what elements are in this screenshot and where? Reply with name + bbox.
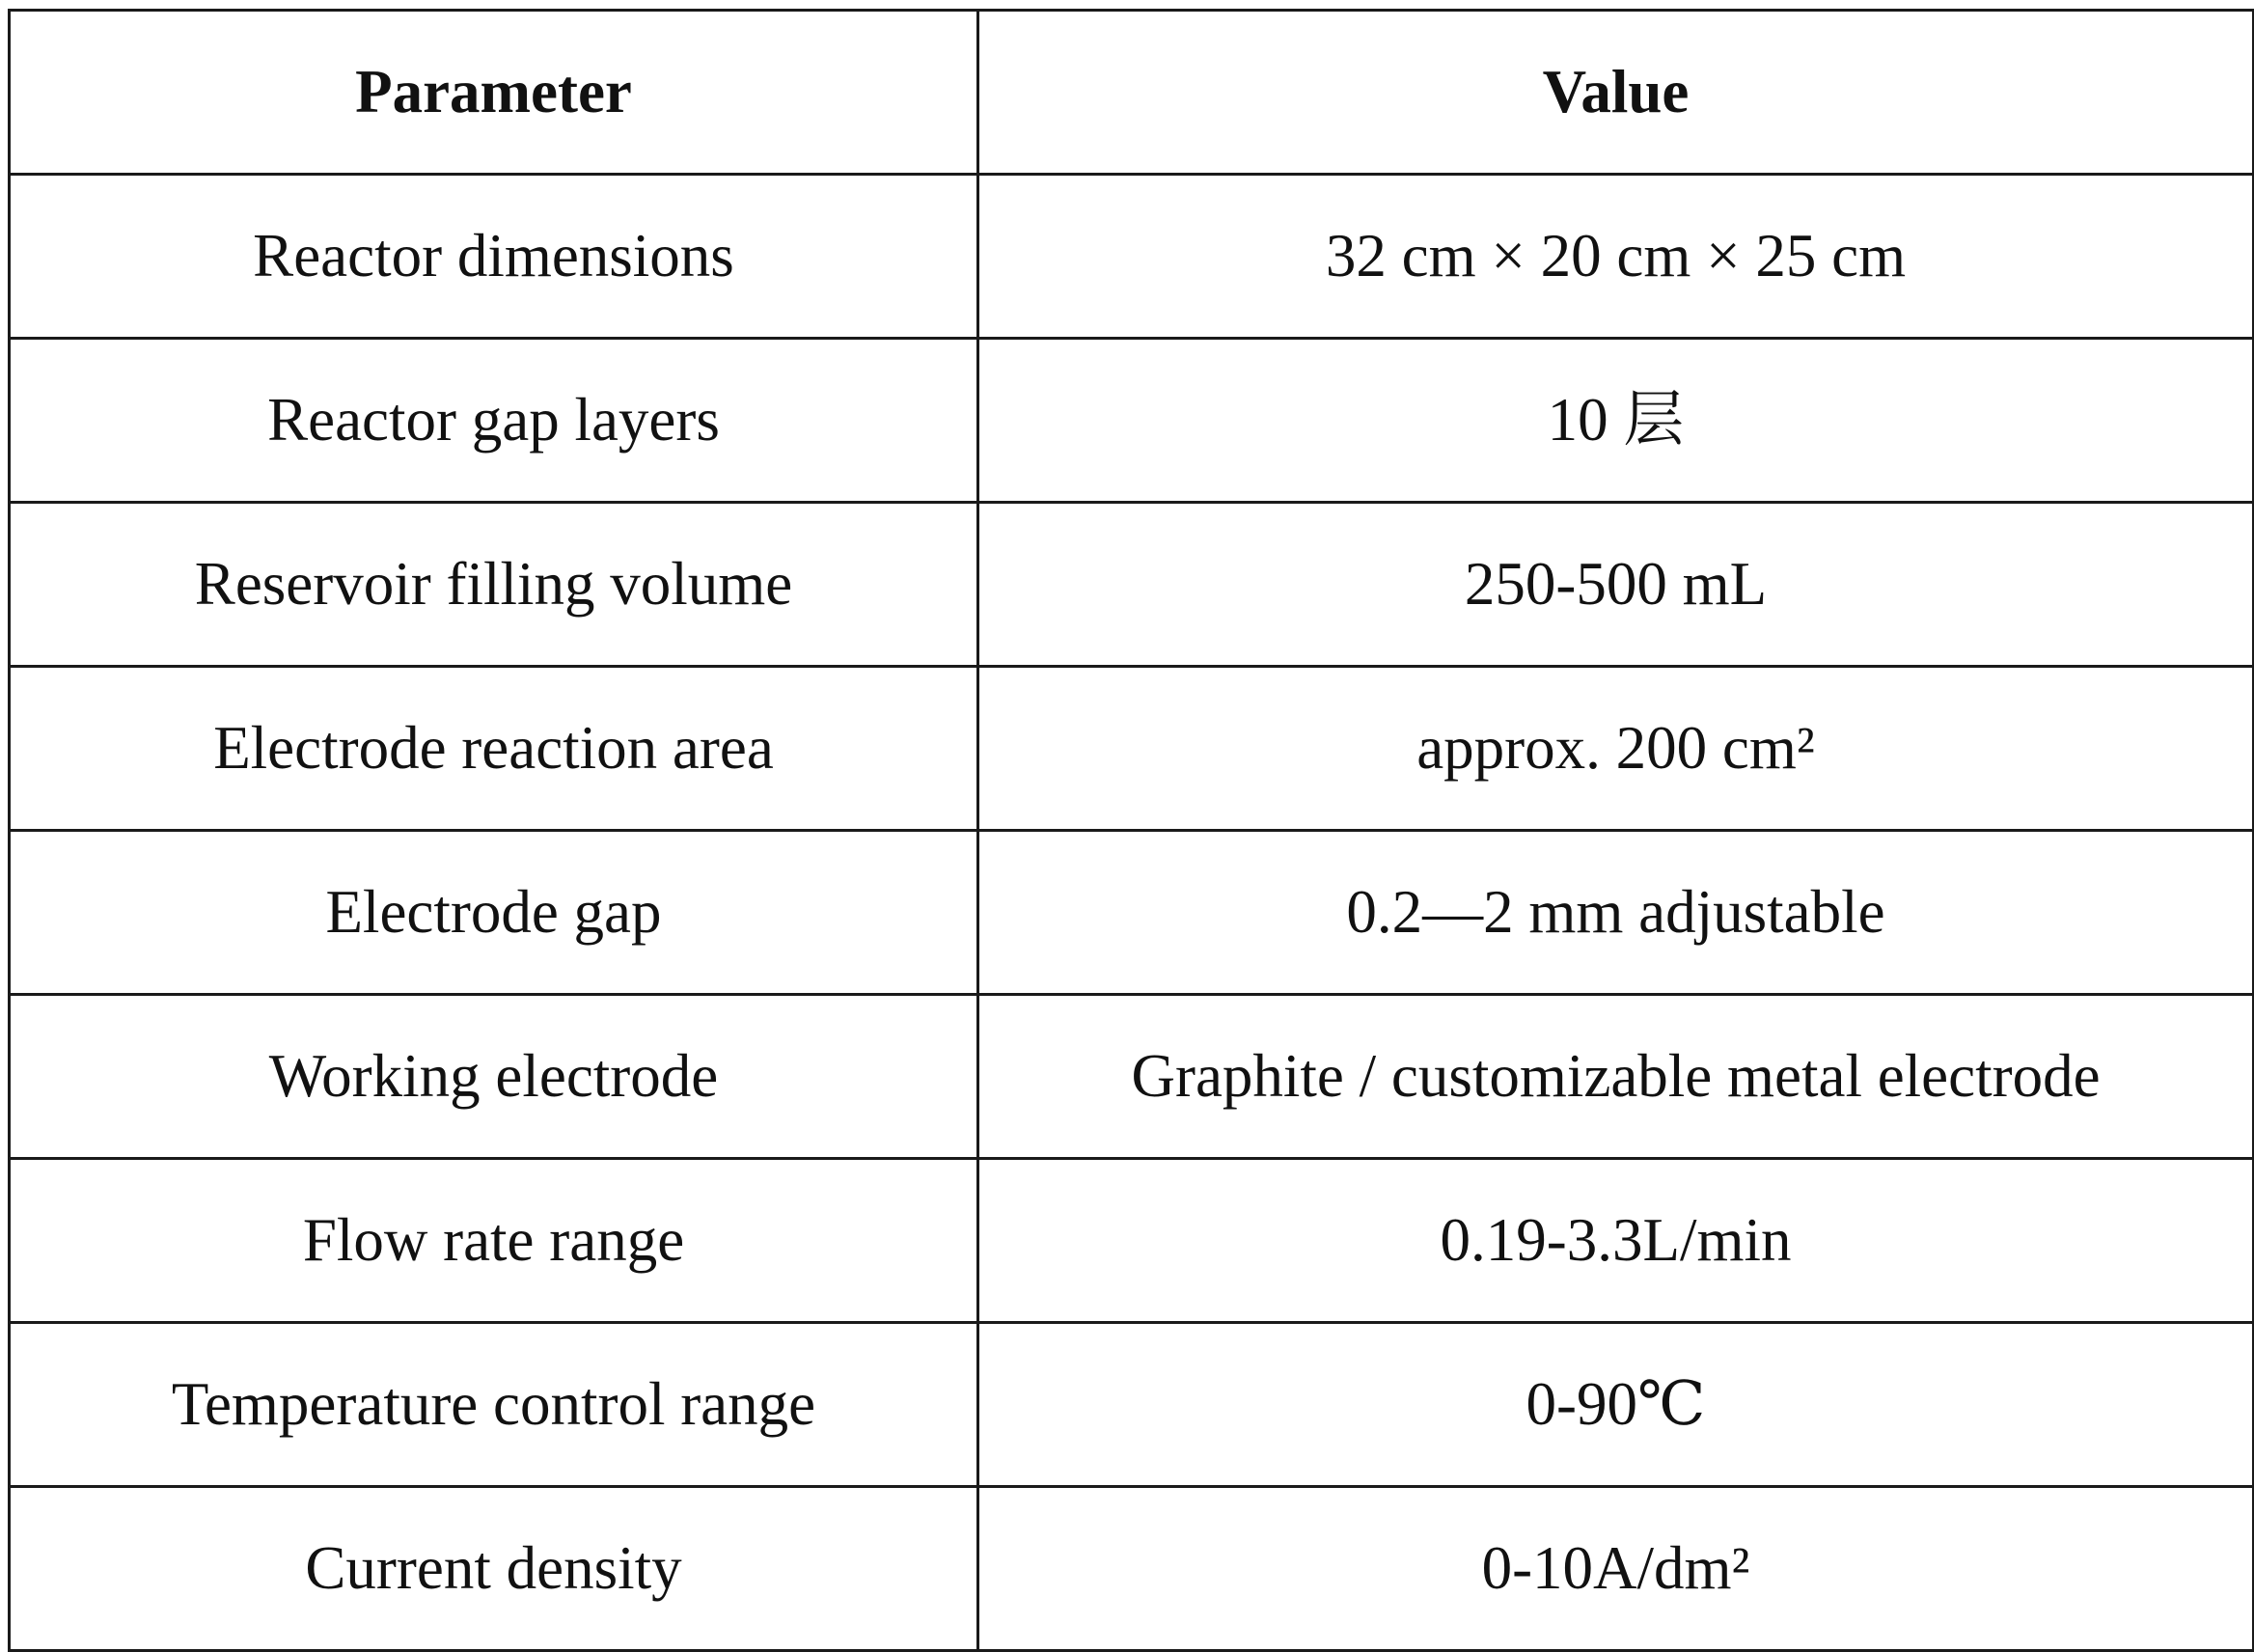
parameter-cell: Electrode gap [10,831,978,995]
value-cell: 0-10A/dm² [978,1487,2254,1651]
table-row [10,175,2254,339]
parameter-cell: Reactor dimensions [10,175,978,339]
parameter-cell: Current density [10,1487,978,1651]
table-row [10,667,2254,831]
table-row [10,1487,2254,1651]
value-cell: 250-500 mL [978,503,2254,667]
value-cell: 0-90℃ [978,1323,2254,1487]
table-row [10,995,2254,1159]
table-row [10,503,2254,667]
header-row [10,11,2254,175]
header-value: Value [978,11,2254,175]
parameter-cell: Reservoir filling volume [10,503,978,667]
value-cell: 0.19-3.3L/min [978,1159,2254,1323]
table-row [10,339,2254,503]
parameter-cell: Temperature control range [10,1323,978,1487]
table-row [10,831,2254,995]
table-row [10,1159,2254,1323]
value-cell: approx. 200 cm² [978,667,2254,831]
value-cell: 10 层 [978,339,2254,503]
parameter-cell: Electrode reaction area [10,667,978,831]
parameter-cell: Reactor gap layers [10,339,978,503]
table-row [10,1323,2254,1487]
parameter-cell: Flow rate range [10,1159,978,1323]
parameter-cell: Working electrode [10,995,978,1159]
parameter-table [8,9,2254,1652]
value-cell: 0.2—2 mm adjustable [978,831,2254,995]
value-cell: 32 cm × 20 cm × 25 cm [978,175,2254,339]
header-parameter: Parameter [10,11,978,175]
value-cell: Graphite / customizable metal electrode [978,995,2254,1159]
